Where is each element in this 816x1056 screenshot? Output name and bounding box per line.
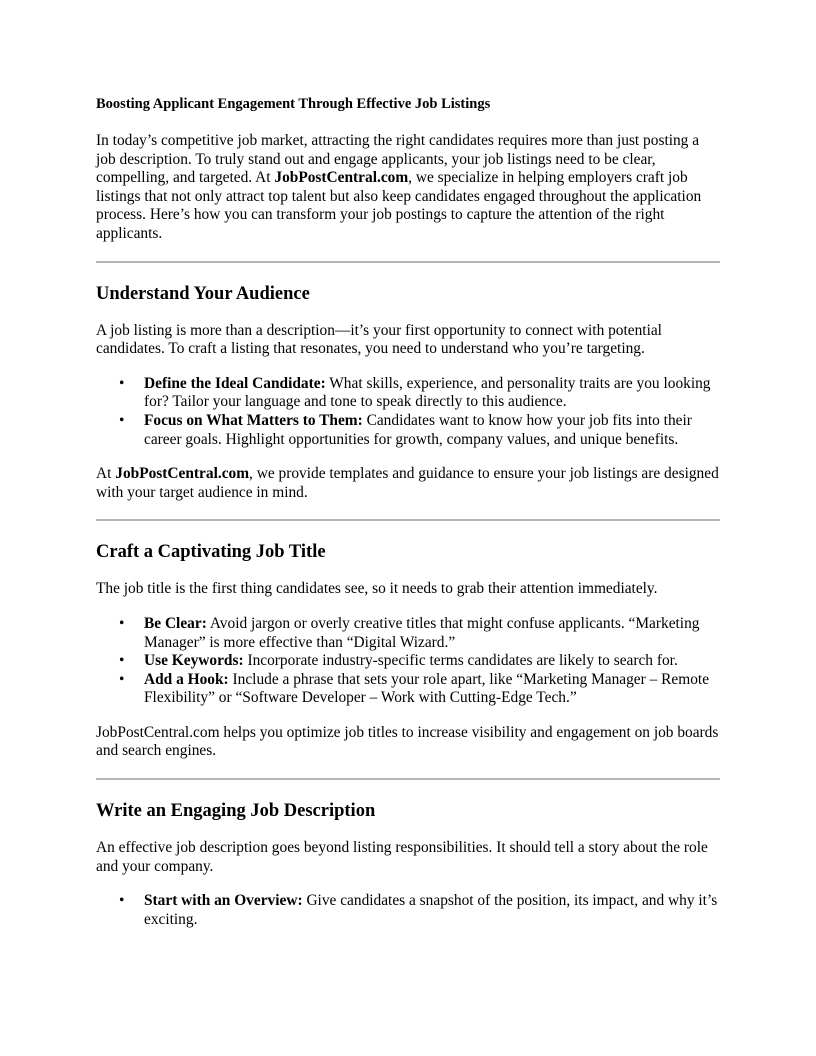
- list-item-text: What skills, experience, and personality traits are you looking for? Tailor your language and tone to speak directly to this audience.: [144, 374, 711, 411]
- section-divider: [96, 519, 720, 521]
- list-item-label: Define the Ideal Candidate:: [144, 374, 326, 392]
- list-item-label: Be Clear:: [144, 614, 207, 632]
- section-outro: JobPostCentral.com helps you optimize job titles to increase visibility and engagement on job boards and search engines.: [96, 723, 719, 760]
- bullet-list: [96, 615, 720, 708]
- section-heading: Write an Engaging Job Description: [96, 801, 376, 822]
- outro-text-before: At: [96, 465, 116, 483]
- list-item-label: Focus on What Matters to Them:: [144, 411, 363, 429]
- section-heading: Craft a Captivating Job Title: [96, 542, 326, 563]
- bullet-icon: •: [119, 670, 125, 688]
- list-item: [96, 615, 720, 652]
- outro-text-after: , we provide templates and guidance to ensure your job listings are designed with your target audience in mind.: [96, 465, 719, 501]
- list-item-text: Avoid jargon or overly creative titles that might confuse applicants. “Marketing Manager” is more effective than “Digital Wizard.”: [144, 614, 700, 651]
- section-understand-audience: [96, 282, 720, 503]
- list-item-label: Use Keywords:: [144, 652, 244, 670]
- bullet-icon: •: [119, 892, 125, 910]
- bullet-list: [96, 892, 720, 929]
- list-item-text: Candidates want to know how your job fits into their career goals. Highlight opportunities for growth, company values, and unique benefits.: [144, 411, 692, 448]
- section-divider: [96, 261, 720, 263]
- list-item-label: Add a Hook:: [144, 670, 229, 688]
- list-item: [96, 671, 720, 708]
- intro-paragraph: [96, 132, 720, 244]
- brand-name: JobPostCentral.com: [274, 169, 409, 187]
- bullet-list: [96, 375, 720, 449]
- list-item: [96, 412, 720, 449]
- section-intro: A job listing is more than a description—it’s your first opportunity to connect with potential candidates. To craft a listing that resonates, you need to understand who you’re targeting.: [96, 321, 662, 358]
- section-divider: [96, 778, 720, 780]
- section-job-title: [96, 540, 720, 761]
- section-intro: The job title is the first thing candidates see, so it needs to grab their attention immediately.: [96, 580, 658, 598]
- brand-name: JobPostCentral.com: [115, 465, 250, 483]
- bullet-icon: •: [119, 652, 125, 670]
- list-item: [96, 652, 720, 671]
- list-item-label: Start with an Overview:: [144, 892, 303, 910]
- intro-text-before: In today’s competitive job market, attracting the right candidates requires more than just posting a job description. To truly stand out and engage applicants, your job listings need to be clear, compelling, and targeted. At: [96, 132, 700, 187]
- list-item: [96, 375, 720, 412]
- section-heading: Understand Your Audience: [96, 283, 310, 304]
- document-title: Boosting Applicant Engagement Through Effective Job Listings: [96, 96, 491, 112]
- list-item-text: Give candidates a snapshot of the position, its impact, and why it’s exciting.: [144, 892, 718, 928]
- section-job-description: [96, 799, 720, 929]
- intro-text-after: , we specialize in helping employers craft job listings that not only attract top talent but also keep candidates engaged throughout the application process. Here’s how you can transform your job postings to capture the attention of the right applicants.: [96, 169, 702, 242]
- document-page: [96, 94, 720, 945]
- bullet-icon: •: [119, 374, 125, 392]
- list-item-text: Incorporate industry-specific terms candidates are likely to search for.: [243, 652, 678, 670]
- section-intro: An effective job description goes beyond listing responsibilities. It should tell a story about the role and your company.: [96, 839, 708, 875]
- list-item-text: Include a phrase that sets your role apart, like “Marketing Manager – Remote Flexibility” or “Software Developer – Work with Cutting-Edge Tech.”: [144, 670, 710, 707]
- list-item: [96, 892, 720, 929]
- bullet-icon: •: [119, 614, 125, 632]
- section-outro: [96, 465, 720, 502]
- bullet-icon: •: [119, 411, 125, 429]
